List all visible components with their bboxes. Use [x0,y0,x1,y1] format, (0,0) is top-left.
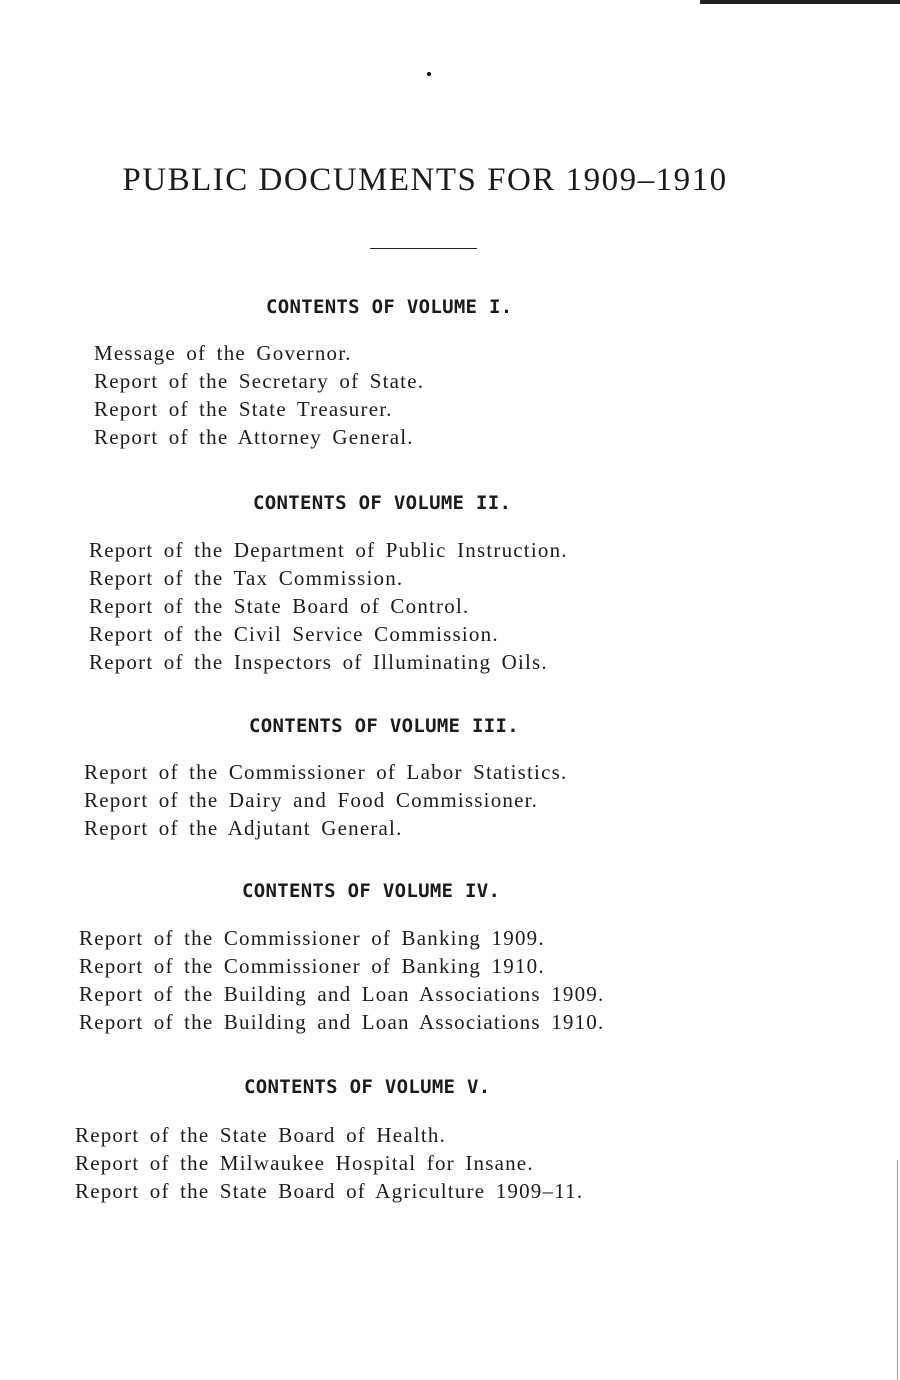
volume-1-heading: CONTENTS OF VOLUME I. [266,296,513,318]
list-item: Report of the Inspectors of Illuminating Oils. [89,650,548,674]
list-item: Report of the Commissioner of Labor Statistics. [84,760,568,784]
volume-2-list [89,536,568,676]
list-item: Report of the Civil Service Commission. [89,622,499,646]
list-item: Report of the State Board of Agriculture 1909–11. [75,1179,584,1203]
list-item: Report of the Commissioner of Banking 1909. [79,926,545,950]
volume-2-heading: CONTENTS OF VOLUME II. [253,492,512,514]
volume-5-list [75,1121,583,1205]
list-item: Report of the Secretary of State. [94,369,425,393]
volume-4-list [79,924,604,1036]
list-item: Report of the Building and Loan Associations 1909. [79,982,605,1006]
list-item: Report of the Commissioner of Banking 1910. [79,954,545,978]
list-item: Report of the Dairy and Food Commissioner. [84,788,539,812]
list-item: Report of the Adjutant General. [84,816,403,840]
list-item: Report of the State Board of Control. [89,594,470,618]
list-item: Report of the Tax Commission. [89,566,404,590]
list-item: Report of the Department of Public Instruction. [89,538,568,562]
list-item: Report of the Building and Loan Associations 1910. [79,1010,605,1034]
title-divider [370,248,477,249]
list-item: Report of the State Board of Health. [75,1123,447,1147]
list-item: Report of the Attorney General. [94,425,414,449]
page-edge-line [897,1160,898,1380]
top-edge-rule [700,0,900,4]
list-item: Message of the Governor. [94,341,352,365]
volume-1-list [94,339,424,451]
list-item: Report of the Milwaukee Hospital for Insane. [75,1151,534,1175]
volume-4-heading: CONTENTS OF VOLUME IV. [242,880,501,902]
page-title: PUBLIC DOCUMENTS FOR 1909–1910 [122,162,728,198]
volume-5-heading: CONTENTS OF VOLUME V. [244,1076,491,1098]
ink-speck [427,72,431,76]
list-item: Report of the State Treasurer. [94,397,393,421]
volume-3-heading: CONTENTS OF VOLUME III. [249,715,519,737]
volume-3-list [84,758,567,842]
